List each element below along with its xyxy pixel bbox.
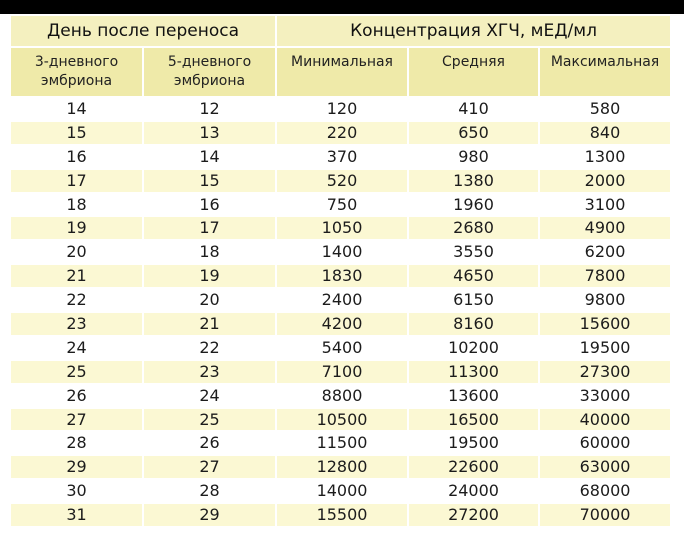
cell-max: 580	[539, 97, 671, 121]
cell-max: 33000	[539, 384, 671, 408]
cell-min: 15500	[276, 503, 408, 527]
cell-day-5day: 14	[143, 145, 276, 169]
cell-day-5day: 26	[143, 431, 276, 455]
cell-max: 4900	[539, 216, 671, 240]
cell-max: 40000	[539, 408, 671, 432]
header-min-label: Минимальная	[291, 54, 393, 70]
header-max	[539, 47, 671, 97]
cell-day-3day: 30	[10, 479, 143, 503]
cell-avg: 2680	[408, 216, 539, 240]
cell-min: 750	[276, 193, 408, 217]
cell-day-3day: 14	[10, 97, 143, 121]
cell-max: 9800	[539, 288, 671, 312]
header-day-after-transfer: День после переноса	[10, 15, 276, 47]
cell-avg: 19500	[408, 431, 539, 455]
cell-max: 7800	[539, 264, 671, 288]
cell-avg: 4650	[408, 264, 539, 288]
cell-day-5day: 23	[143, 360, 276, 384]
cell-avg: 980	[408, 145, 539, 169]
cell-avg: 1960	[408, 193, 539, 217]
cell-day-3day: 20	[10, 240, 143, 264]
cell-min: 220	[276, 121, 408, 145]
cell-day-5day: 19	[143, 264, 276, 288]
cell-max: 63000	[539, 455, 671, 479]
table-row	[10, 384, 671, 408]
cell-max: 70000	[539, 503, 671, 527]
cell-day-3day: 31	[10, 503, 143, 527]
table-row	[10, 121, 671, 145]
table-row	[10, 336, 671, 360]
cell-min: 11500	[276, 431, 408, 455]
table-row	[10, 169, 671, 193]
cell-day-5day: 22	[143, 336, 276, 360]
cell-day-5day: 20	[143, 288, 276, 312]
table-row	[10, 145, 671, 169]
cell-day-5day: 13	[143, 121, 276, 145]
cell-day-3day: 24	[10, 336, 143, 360]
cell-avg: 410	[408, 97, 539, 121]
cell-day-3day: 26	[10, 384, 143, 408]
header-max-label: Максимальная	[550, 54, 660, 70]
cell-avg: 650	[408, 121, 539, 145]
cell-day-5day: 25	[143, 408, 276, 432]
cell-day-3day: 23	[10, 312, 143, 336]
cell-min: 10500	[276, 408, 408, 432]
cell-min: 120	[276, 97, 408, 121]
cell-day-5day: 28	[143, 479, 276, 503]
cell-day-5day: 17	[143, 216, 276, 240]
table-row	[10, 408, 671, 432]
cell-day-5day: 27	[143, 455, 276, 479]
cell-max: 840	[539, 121, 671, 145]
header-group-row	[10, 15, 671, 47]
header-3day-line1: 3-дневного	[34, 54, 119, 70]
hcg-table-container	[9, 14, 670, 528]
cell-day-3day: 15	[10, 121, 143, 145]
cell-day-5day: 12	[143, 97, 276, 121]
cell-max: 68000	[539, 479, 671, 503]
header-5day-embryo	[143, 47, 276, 97]
cell-max: 3100	[539, 193, 671, 217]
cell-day-3day: 25	[10, 360, 143, 384]
cell-avg: 8160	[408, 312, 539, 336]
cell-min: 4200	[276, 312, 408, 336]
header-3day-line2: эмбриона	[40, 73, 113, 89]
cell-min: 14000	[276, 479, 408, 503]
cell-day-3day: 17	[10, 169, 143, 193]
cell-day-5day: 15	[143, 169, 276, 193]
cell-avg: 11300	[408, 360, 539, 384]
table-header	[10, 15, 671, 97]
cell-max: 15600	[539, 312, 671, 336]
cell-avg: 16500	[408, 408, 539, 432]
cell-day-5day: 24	[143, 384, 276, 408]
cell-day-3day: 21	[10, 264, 143, 288]
header-columns-row	[10, 47, 671, 97]
cell-day-3day: 19	[10, 216, 143, 240]
cell-min: 370	[276, 145, 408, 169]
cell-avg: 10200	[408, 336, 539, 360]
cell-max: 19500	[539, 336, 671, 360]
header-avg	[408, 47, 539, 97]
header-hcg-concentration: Концентрация ХГЧ, мЕД/мл	[276, 15, 671, 47]
table-row	[10, 216, 671, 240]
cell-min: 8800	[276, 384, 408, 408]
table-row	[10, 360, 671, 384]
cell-day-3day: 18	[10, 193, 143, 217]
cell-avg: 3550	[408, 240, 539, 264]
table-row	[10, 431, 671, 455]
cell-min: 12800	[276, 455, 408, 479]
cell-avg: 1380	[408, 169, 539, 193]
table-row	[10, 193, 671, 217]
cell-day-3day: 27	[10, 408, 143, 432]
table-row	[10, 312, 671, 336]
cell-min: 7100	[276, 360, 408, 384]
table-row	[10, 97, 671, 121]
cell-day-5day: 16	[143, 193, 276, 217]
cell-max: 2000	[539, 169, 671, 193]
table-row	[10, 503, 671, 527]
cell-avg: 6150	[408, 288, 539, 312]
cell-min: 5400	[276, 336, 408, 360]
table-row	[10, 479, 671, 503]
hcg-table	[9, 14, 672, 528]
cell-day-5day: 21	[143, 312, 276, 336]
cell-max: 60000	[539, 431, 671, 455]
cell-day-3day: 16	[10, 145, 143, 169]
header-5day-line2: эмбриона	[173, 73, 246, 89]
cell-min: 1400	[276, 240, 408, 264]
cell-day-5day: 18	[143, 240, 276, 264]
table-row	[10, 264, 671, 288]
cell-day-3day: 29	[10, 455, 143, 479]
cell-min: 2400	[276, 288, 408, 312]
header-min	[276, 47, 408, 97]
cell-min: 520	[276, 169, 408, 193]
cell-min: 1050	[276, 216, 408, 240]
header-3day-embryo	[10, 47, 143, 97]
cell-max: 6200	[539, 240, 671, 264]
cell-day-5day: 29	[143, 503, 276, 527]
top-black-bar	[0, 0, 684, 14]
cell-max: 27300	[539, 360, 671, 384]
table-row	[10, 455, 671, 479]
table-body	[10, 97, 671, 527]
header-avg-label: Средняя	[442, 54, 505, 70]
cell-avg: 13600	[408, 384, 539, 408]
table-row	[10, 240, 671, 264]
cell-day-3day: 22	[10, 288, 143, 312]
table-row	[10, 288, 671, 312]
cell-avg: 22600	[408, 455, 539, 479]
cell-min: 1830	[276, 264, 408, 288]
cell-avg: 27200	[408, 503, 539, 527]
cell-avg: 24000	[408, 479, 539, 503]
cell-day-3day: 28	[10, 431, 143, 455]
header-5day-line1: 5-дневного	[167, 54, 252, 70]
cell-max: 1300	[539, 145, 671, 169]
